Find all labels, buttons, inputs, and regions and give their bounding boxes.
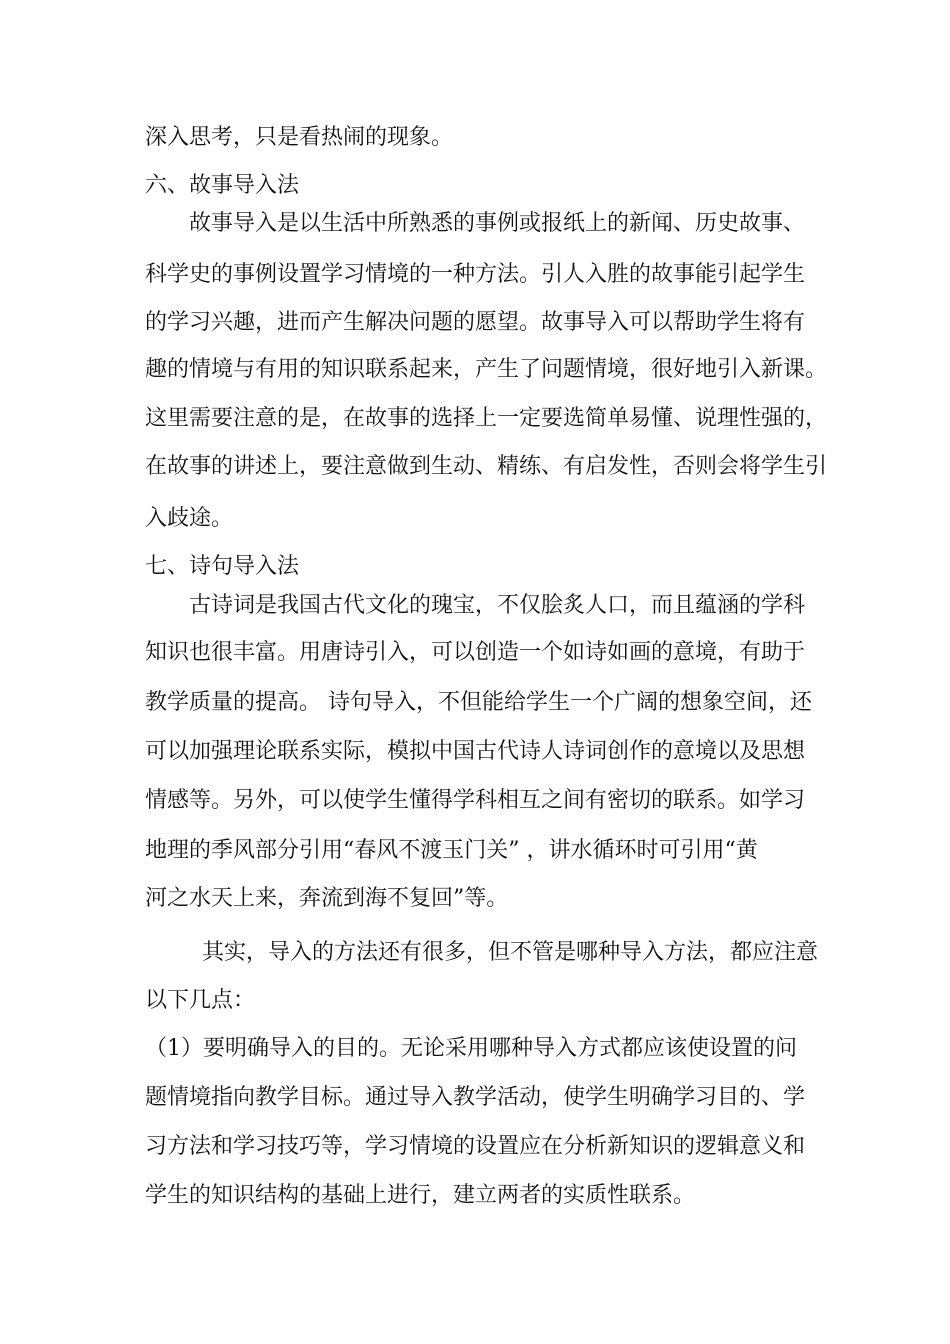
- text-line: 故事导入是以生活中所熟悉的事例或报纸上的新闻、历史故事、: [189, 211, 806, 236]
- text-line: 入歧途。: [145, 506, 234, 531]
- text-line: 教学质量的提高。 诗句导入，不但能给学生一个广阔的想象空间，还: [145, 690, 812, 715]
- text-line: 趣的情境与有用的知识联系起来，产生了问题情境，很好地引入新课。: [145, 357, 828, 382]
- section-heading: 六、故事导入法: [145, 173, 300, 198]
- text-line: 知识也很丰富。用唐诗引入，可以创造一个如诗如画的意境，有助于: [145, 640, 806, 665]
- text-line: 在故事的讲述上，要注意做到生动、精练、有启发性，否则会将学生引: [145, 454, 828, 479]
- text-line: 学生的知识结构的基础上进行，建立两者的实质性联系。: [145, 1183, 696, 1208]
- text-line: 可以加强理论联系实际，模拟中国古代诗人诗词创作的意境以及思想: [145, 739, 806, 764]
- text-line: 地理的季风部分引用“春风不渡玉门关” ，讲水循环时可引用“黄: [145, 838, 758, 863]
- text-line: 科学史的事例设置学习情境的一种方法。引人入胜的故事能引起学生: [145, 262, 806, 287]
- text-line: 习方法和学习技巧等，学习情境的设置应在分析新知识的逻辑意义和: [145, 1134, 806, 1159]
- text-line: 这里需要注意的是，在故事的选择上一定要选简单易懂、说理性强的，: [145, 406, 828, 431]
- text-line: 河之水天上来，奔流到海不复回”等。: [145, 886, 509, 911]
- text-line: 情感等。另外，可以使学生懂得学科相互之间有密切的联系。如学习: [145, 788, 806, 813]
- text-line: 的学习兴趣，进而产生解决问题的愿望。故事导入可以帮助学生将有: [145, 310, 806, 335]
- section-heading: 七、诗句导入法: [145, 554, 300, 579]
- text-line: 深入思考，只是看热闹的现象。: [145, 125, 454, 150]
- list-item: （1）要明确导入的目的。无论采用哪种导入方式都应该使设置的问: [145, 1036, 797, 1061]
- text-line: 题情境指向教学目标。通过导入教学活动，使学生明确学习目的、学: [145, 1085, 806, 1110]
- text-line: 古诗词是我国古代文化的瑰宝，不仅脍炙人口，而且蕴涵的学科: [189, 593, 806, 618]
- text-line: 以下几点：: [145, 988, 256, 1013]
- text-line: 其实，导入的方法还有很多，但不管是哪种导入方法，都应注意: [202, 940, 819, 965]
